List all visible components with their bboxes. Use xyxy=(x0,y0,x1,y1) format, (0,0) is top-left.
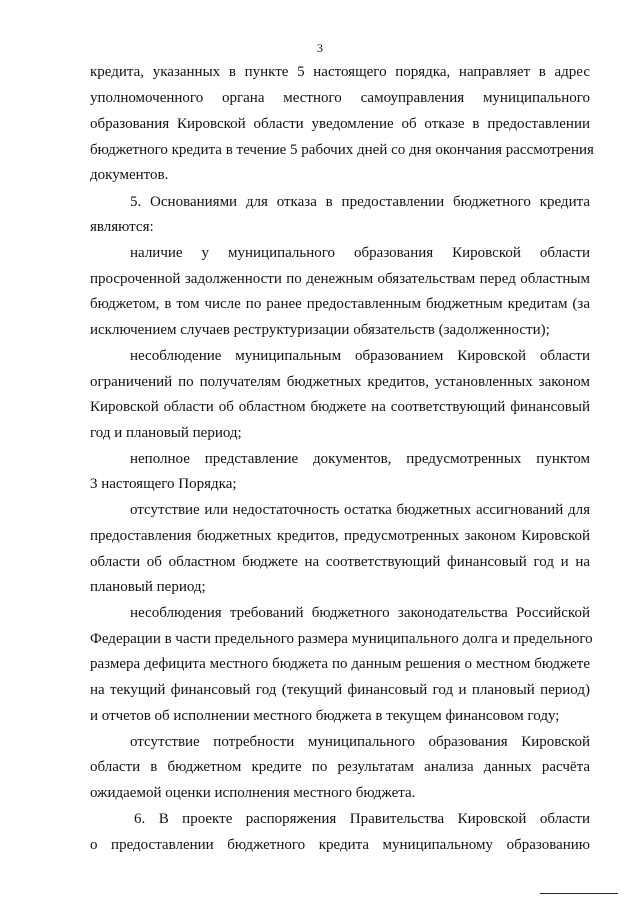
page-number: 3 xyxy=(317,41,323,55)
text-line: несоблюдения требований бюджетного законодательства Российской xyxy=(130,605,590,621)
text-line: плановый период; xyxy=(90,579,206,595)
text-line: ожидаемой оценки исполнения местного бюджета. xyxy=(90,785,416,801)
text-line: 3 настоящего Порядка; xyxy=(90,476,237,492)
text-line: образования Кировской области уведомление об отказе в предоставлении xyxy=(90,116,590,132)
text-line: размера дефицита местного бюджета по данным решения о местном бюджете xyxy=(90,656,590,672)
text-line: на текущий финансовый год (текущий финансовый год и плановый период) xyxy=(90,682,590,698)
text-line: и отчетов об исполнении местного бюджета в текущем финансовом году; xyxy=(90,708,560,724)
text-line: отсутствие или недостаточность остатка бюджетных ассигнований для xyxy=(130,502,590,518)
text-line: наличие у муниципального образования Кировской области xyxy=(130,245,590,261)
text-line: неполное представление документов, предусмотренных пунктом xyxy=(130,451,590,467)
text-line: 6. В проекте распоряжения Правительства Кировской области xyxy=(134,811,590,827)
text-line: 5. Основаниями для отказа в предоставлении бюджетного кредита xyxy=(130,194,590,210)
text-line: области в бюджетном кредите по результатам анализа данных расчёта xyxy=(90,759,590,775)
text-line: Кировской области об областном бюджете на соответствующий финансовый xyxy=(90,399,590,415)
text-line: о предоставлении бюджетного кредита муниципальному образованию xyxy=(90,837,590,853)
text-line: год и плановый период; xyxy=(90,425,242,441)
text-line: исключением случаев реструктуризации обязательств (задолженности); xyxy=(90,322,550,338)
text-line: предоставления бюджетных кредитов, предусмотренных законом Кировской xyxy=(90,528,590,544)
footer-rule xyxy=(540,893,618,894)
text-line: просроченной задолженности по денежным обязательствам перед областным xyxy=(90,271,590,287)
text-line: документов. xyxy=(90,167,169,183)
text-line: бюджетного кредита в течение 5 рабочих дней со дня окончания рассмотрения xyxy=(90,142,594,158)
text-line: области об областном бюджете на соответствующий финансовый год и на xyxy=(90,554,590,570)
text-line: являются: xyxy=(90,219,154,235)
text-line: Федерации в части предельного размера муниципального долга и предельного xyxy=(90,631,593,647)
text-line: ограничений по получателям бюджетных кредитов, установленных законом xyxy=(90,374,590,390)
text-line: бюджетом, в том числе по ранее предоставленным бюджетным кредитам (за xyxy=(90,296,590,312)
text-line: кредита, указанных в пункте 5 настоящего порядка, направляет в адрес xyxy=(90,64,590,80)
text-line: отсутствие потребности муниципального образования Кировской xyxy=(130,734,590,750)
text-line: уполномоченного органа местного самоуправления муниципального xyxy=(90,90,590,106)
text-line: несоблюдение муниципальным образованием Кировской области xyxy=(130,348,590,364)
